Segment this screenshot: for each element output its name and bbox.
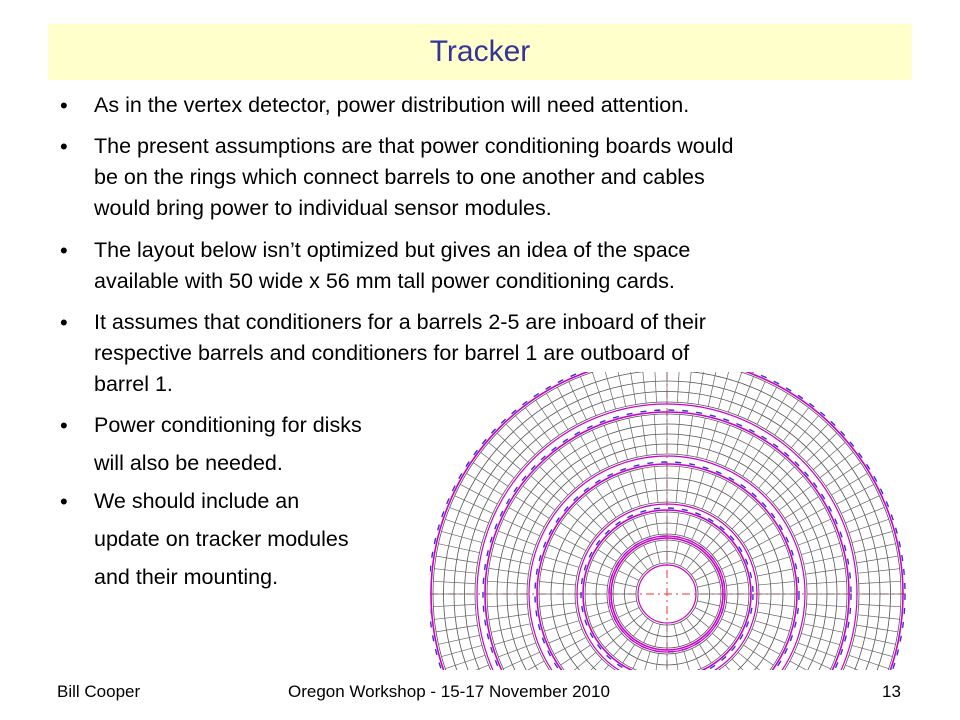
bullet-continuation: will also be needed. bbox=[94, 451, 283, 475]
bullet-continuation: update on tracker modules bbox=[94, 527, 349, 551]
bullet-dot: • bbox=[60, 93, 68, 118]
bullet-item bbox=[60, 235, 860, 297]
bullet-dot: • bbox=[60, 134, 68, 159]
bullet-dot: • bbox=[60, 310, 68, 335]
footer-event: Oregon Workshop - 15-17 November 2010 bbox=[288, 682, 610, 701]
slide-title: Tracker bbox=[429, 35, 531, 68]
tracker-rings bbox=[430, 372, 910, 670]
bullet-dot: • bbox=[60, 413, 68, 438]
footer-page-number: 13 bbox=[882, 682, 901, 701]
bullet-text: It assumes that conditioners for a barrels 2-5 are inboard of their respective barrels and conditioners for barrel 1 are outboard of barrel 1. bbox=[94, 310, 706, 396]
footer-author: Bill Cooper bbox=[57, 682, 141, 701]
bullet-text: We should include an bbox=[94, 489, 300, 513]
bullet-text: The layout below isn’t optimized but gives an idea of the space available with 50 wide x 56 mm tall power conditioning cards. bbox=[94, 238, 691, 293]
bullet-text: As in the vertex detector, power distribution will need attention. bbox=[94, 93, 690, 117]
bullet-item bbox=[60, 90, 860, 121]
bullet-text: The present assumptions are that power conditioning boards would be on the rings which connect barrels to one another and cables would bring power to individual sensor modules. bbox=[94, 134, 734, 220]
bullet-dot: • bbox=[60, 489, 68, 514]
bullet-continuation: and their mounting. bbox=[94, 565, 279, 589]
bullet-item bbox=[60, 131, 860, 224]
bullet-text: Power conditioning for disks bbox=[94, 413, 362, 437]
bullet-dot: • bbox=[60, 238, 68, 263]
crosshair bbox=[430, 372, 910, 670]
tracker-layout-diagram bbox=[430, 372, 910, 670]
